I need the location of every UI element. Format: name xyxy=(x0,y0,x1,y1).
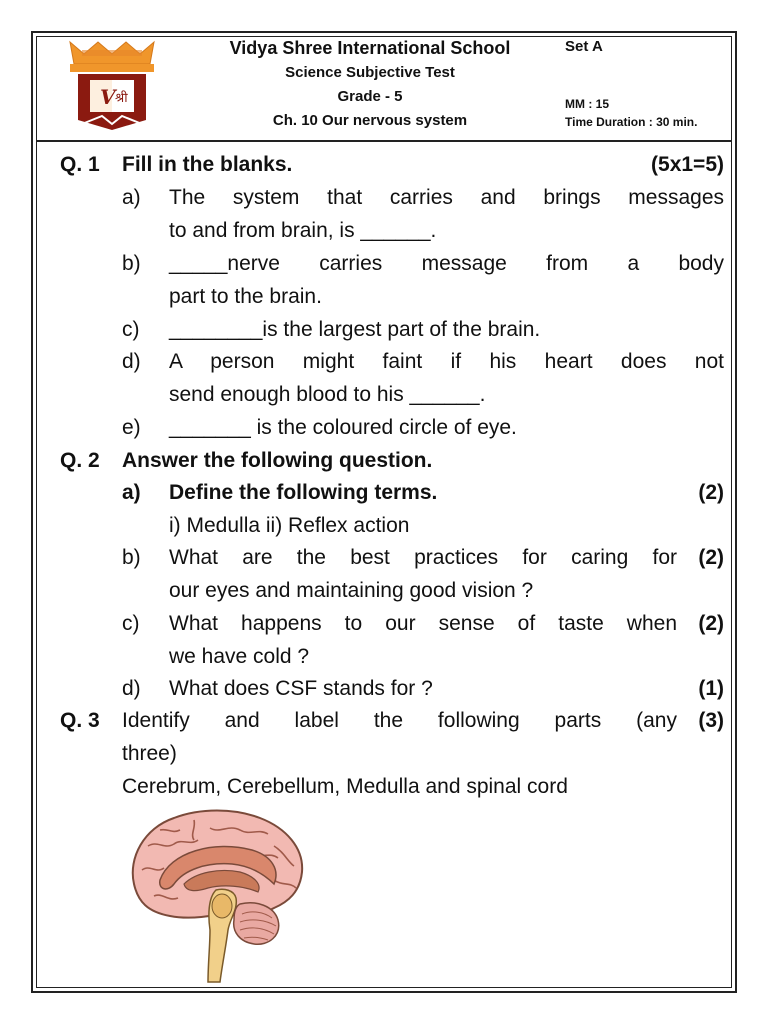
item-text: What happens to our sense of taste when xyxy=(169,612,677,635)
brain-diagram-image xyxy=(124,806,310,986)
question-number: Q. 2 xyxy=(60,449,100,472)
item-text: _______ is the coloured circle of eye. xyxy=(169,416,517,439)
item-label: e) xyxy=(122,416,141,439)
question-title: Fill in the blanks. xyxy=(122,153,293,176)
item-text: What does CSF stands for ? xyxy=(169,677,433,700)
item-marks: (1) xyxy=(698,677,724,700)
item-text: part to the brain. xyxy=(169,285,322,308)
item-label: d) xyxy=(122,350,141,373)
item-label: a) xyxy=(122,481,141,504)
item-label: d) xyxy=(122,677,141,700)
item-text: _____nerve carries message from a body xyxy=(169,252,724,275)
item-text: to and from brain, is ______. xyxy=(169,219,437,242)
item-marks: (2) xyxy=(698,546,724,569)
svg-text:श्री: श्री xyxy=(115,91,128,106)
test-name: Science Subjective Test xyxy=(285,64,455,81)
header-divider xyxy=(36,140,732,142)
item-text: A person might faint if his heart does not xyxy=(169,350,724,373)
item-text: The system that carries and brings messages xyxy=(169,186,724,209)
time-duration: Time Duration : 30 min. xyxy=(565,115,698,129)
question-marks: (5x1=5) xyxy=(651,153,724,176)
question-number: Q. 3 xyxy=(60,709,100,732)
parts-list: Cerebrum, Cerebellum, Medulla and spinal cord xyxy=(122,775,568,798)
item-label: b) xyxy=(122,252,141,275)
school-name: Vidya Shree International School xyxy=(229,38,511,58)
item-text: What are the best practices for caring for xyxy=(169,546,677,569)
item-label: a) xyxy=(122,186,141,209)
item-text: send enough blood to his ______. xyxy=(169,383,486,406)
item-text: we have cold ? xyxy=(169,645,310,668)
item-text: ________is the largest part of the brain. xyxy=(169,318,541,341)
grade: Grade - 5 xyxy=(337,88,403,105)
set-label: Set A xyxy=(565,38,603,55)
question-text: three) xyxy=(122,742,177,765)
item-marks: (2) xyxy=(698,481,724,504)
item-marks: (2) xyxy=(698,612,724,635)
svg-text:V: V xyxy=(100,85,116,109)
item-text: our eyes and maintaining good vision ? xyxy=(169,579,534,602)
max-marks: MM : 15 xyxy=(565,97,610,111)
question-title: Answer the following question. xyxy=(122,449,433,472)
question-text: Identify and label the following parts (any xyxy=(122,709,677,732)
question-number: Q. 1 xyxy=(60,153,100,176)
school-logo xyxy=(62,40,162,132)
item-text: i) Medulla ii) Reflex action xyxy=(169,514,410,537)
question-marks: (3) xyxy=(698,709,724,732)
chapter: Ch. 10 Our nervous system xyxy=(272,112,468,129)
item-text: Define the following terms. xyxy=(169,481,438,504)
item-label: c) xyxy=(122,612,140,635)
item-label: c) xyxy=(122,318,140,341)
item-label: b) xyxy=(122,546,141,569)
